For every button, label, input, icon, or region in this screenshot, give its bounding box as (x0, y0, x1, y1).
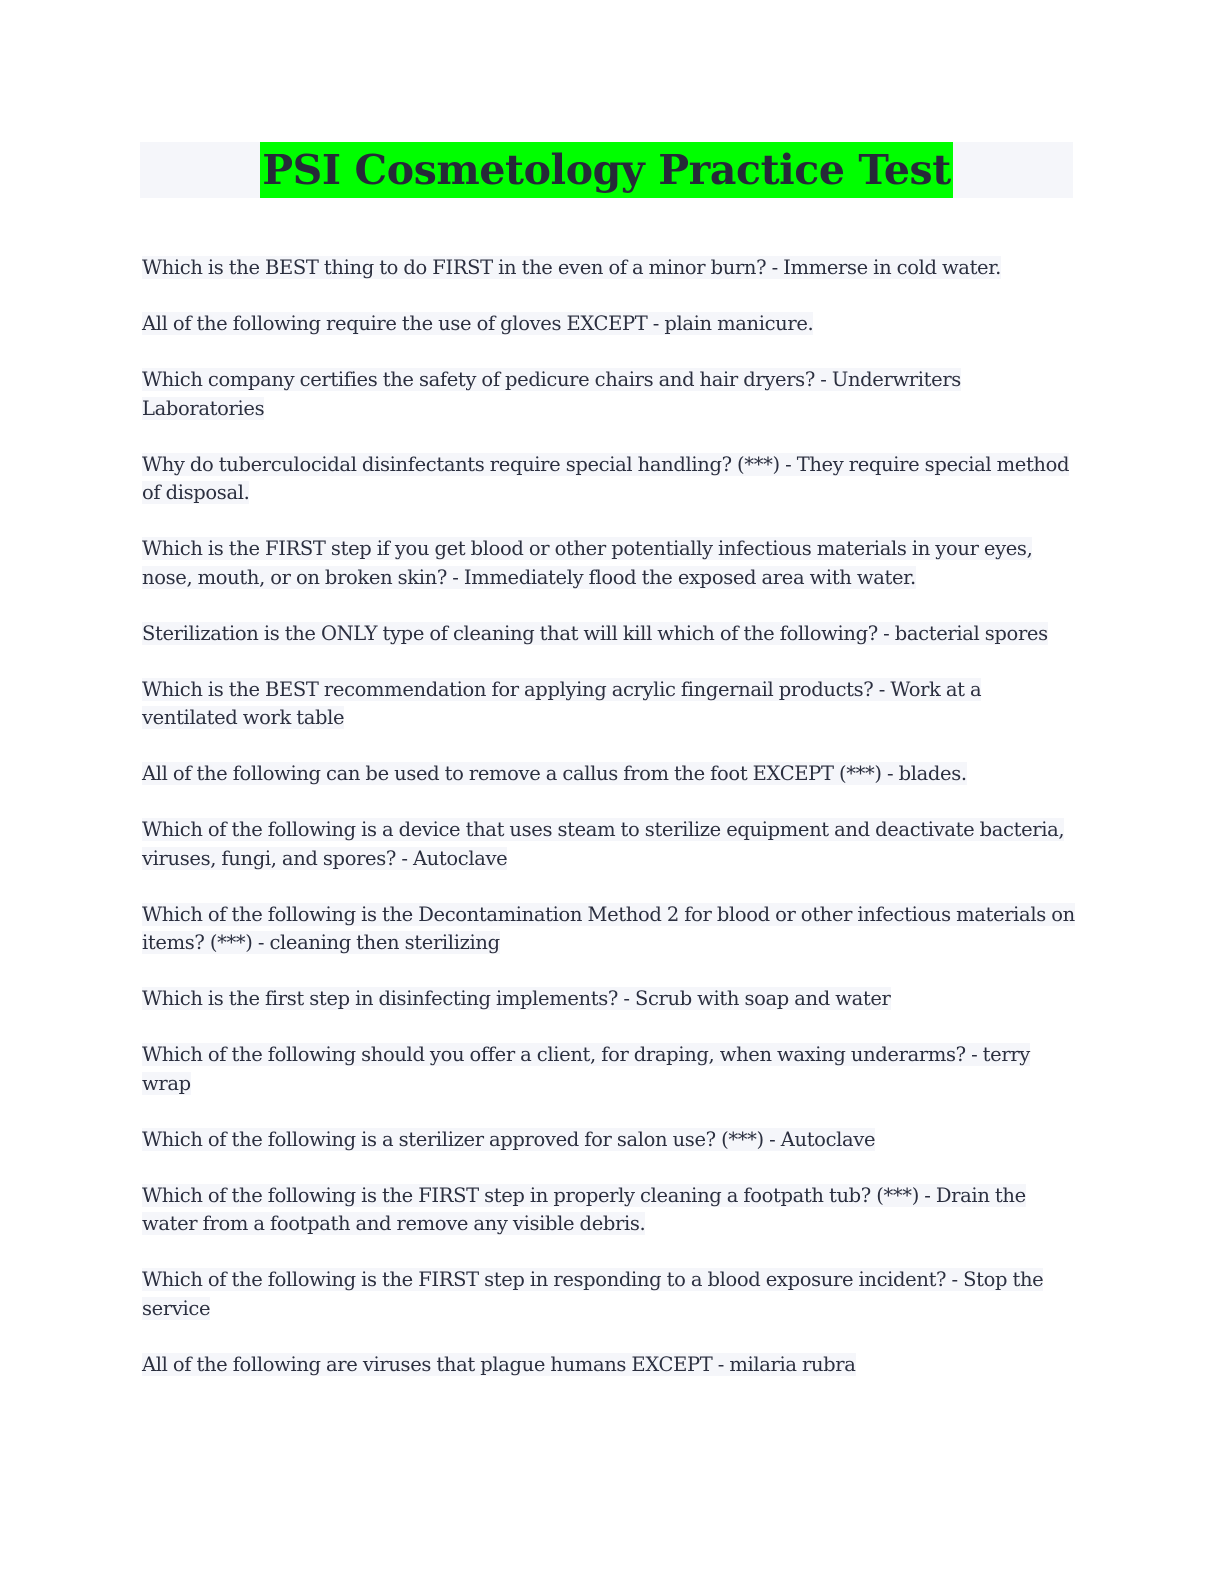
question-text: Which company certifies the safety of pedicure chairs and hair dryers? - Underwriters Laboratories (142, 368, 961, 420)
question-text: All of the following are viruses that plague humans EXCEPT - milaria rubra (142, 1352, 856, 1376)
question-item (142, 760, 1077, 789)
question-text: Which of the following is the FIRST step in properly cleaning a footpath tub? (***) - Drain the water from a footpath and remove any visible debris. (142, 1183, 1026, 1235)
question-text: Which of the following is a sterilizer approved for salon use? (***) - Autoclave (142, 1127, 876, 1151)
question-item (142, 1126, 1077, 1155)
question-item (142, 1182, 1077, 1239)
question-text: All of the following can be used to remove a callus from the foot EXCEPT (***) - blades. (142, 762, 967, 785)
question-item (142, 254, 1077, 283)
question-item (142, 535, 1077, 592)
question-text: All of the following require the use of gloves EXCEPT - plain manicure. (142, 312, 814, 335)
question-item (142, 451, 1077, 508)
question-item (142, 816, 1077, 873)
question-item (142, 620, 1077, 649)
question-text: Which is the BEST thing to do FIRST in the even of a minor burn? - Immerse in cold water. (142, 256, 1001, 279)
question-text: Which is the first step in disinfecting implements? - Scrub with soap and water (142, 987, 891, 1010)
title-band (140, 142, 1073, 198)
question-item (142, 901, 1077, 958)
question-text: Which of the following is a device that uses steam to sterilize equipment and deactivate bacteria, viruses, fungi, and spores? - Autoclave (142, 818, 1065, 870)
question-item (142, 310, 1077, 339)
question-item (142, 1041, 1077, 1098)
question-item (142, 1266, 1077, 1323)
question-text: Which is the BEST recommendation for applying acrylic fingernail products? - Work at a ventilated work table (142, 677, 982, 729)
question-item (142, 676, 1077, 733)
question-list (142, 254, 1077, 1407)
question-text: Sterilization is the ONLY type of cleaning that will kill which of the following? - bacterial spores (142, 621, 1048, 645)
question-item (142, 1351, 1077, 1380)
page-title: PSI Cosmetology Practice Test (260, 142, 953, 198)
question-item (142, 985, 1077, 1014)
question-item (142, 366, 1077, 423)
question-text: Which is the FIRST step if you get blood or other potentially infectious materials in your eyes, nose, mouth, or on broken skin? - Immediately flood the exposed area with water. (142, 537, 1033, 589)
question-text: Which of the following is the Decontamination Method 2 for blood or other infectious materials on items? (***) - cleaning then sterilizing (142, 902, 1075, 954)
question-text: Which of the following should you offer a client, for draping, when waxing underarms? - terry wrap (142, 1043, 1030, 1095)
question-text: Which of the following is the FIRST step in responding to a blood exposure incident? - Stop the service (142, 1268, 1044, 1320)
question-text: Why do tuberculocidal disinfectants require special handling? (***) - They require special method of disposal. (142, 452, 1070, 504)
